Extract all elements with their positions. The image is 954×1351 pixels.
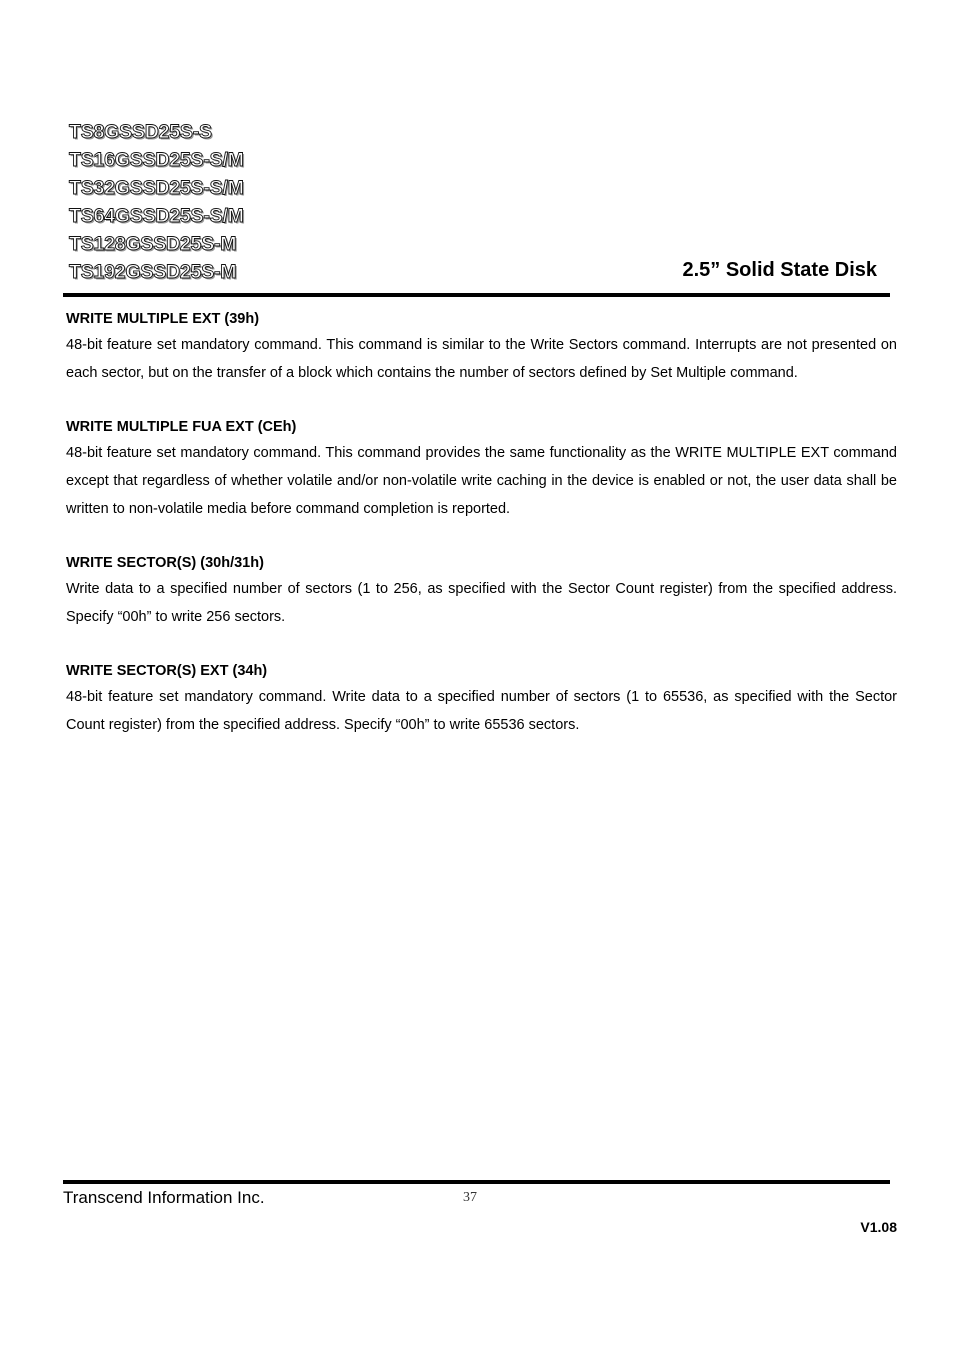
model-list [69, 118, 244, 286]
page-content [66, 307, 897, 767]
model-name: TS16GSSD25S-S/M [69, 149, 244, 171]
section-body: 48-bit feature set mandatory command. Write data to a specified number of sectors (1 to 65536, as specified with the Sector Count register) from the specified address. Specify “00h” to write 65536 sectors. [66, 689, 897, 733]
command-section [66, 415, 897, 523]
command-section [66, 551, 897, 631]
version-label: V1.08 [860, 1219, 897, 1235]
page-number: 37 [463, 1190, 477, 1205]
command-section [66, 307, 897, 387]
section-heading: WRITE MULTIPLE EXT (39h) [66, 311, 260, 327]
model-name: TS128GSSD25S-M [69, 233, 237, 255]
company-name: Transcend Information Inc. [63, 1188, 265, 1207]
document-title: 2.5” Solid State Disk [682, 259, 877, 281]
header-divider [63, 293, 890, 297]
section-heading: WRITE SECTOR(S) (30h/31h) [66, 555, 264, 571]
model-name: TS8GSSD25S-S [69, 121, 212, 143]
section-body: 48-bit feature set mandatory command. This command provides the same functionality as the WRITE MULTIPLE EXT command except that regardless of whether volatile and/or non-volatile write caching in the device is enabled or not, the user data shall be written to non-volatile media before command completion is reported. [66, 445, 897, 517]
section-heading: WRITE MULTIPLE FUA EXT (CEh) [66, 419, 297, 435]
model-name: TS64GSSD25S-S/M [69, 205, 244, 227]
footer-divider [63, 1180, 890, 1184]
model-name: TS32GSSD25S-S/M [69, 177, 244, 199]
command-section [66, 659, 897, 739]
model-name: TS192GSSD25S-M [69, 261, 237, 283]
section-body: Write data to a specified number of sectors (1 to 256, as specified with the Sector Count register) from the specified address. Specify “00h” to write 256 sectors. [66, 581, 897, 625]
section-heading: WRITE SECTOR(S) EXT (34h) [66, 663, 268, 679]
section-body: 48-bit feature set mandatory command. This command is similar to the Write Sectors command. Interrupts are not presented on each sector, but on the transfer of a block which contains the number of sectors defined by Set Multiple command. [66, 337, 897, 381]
